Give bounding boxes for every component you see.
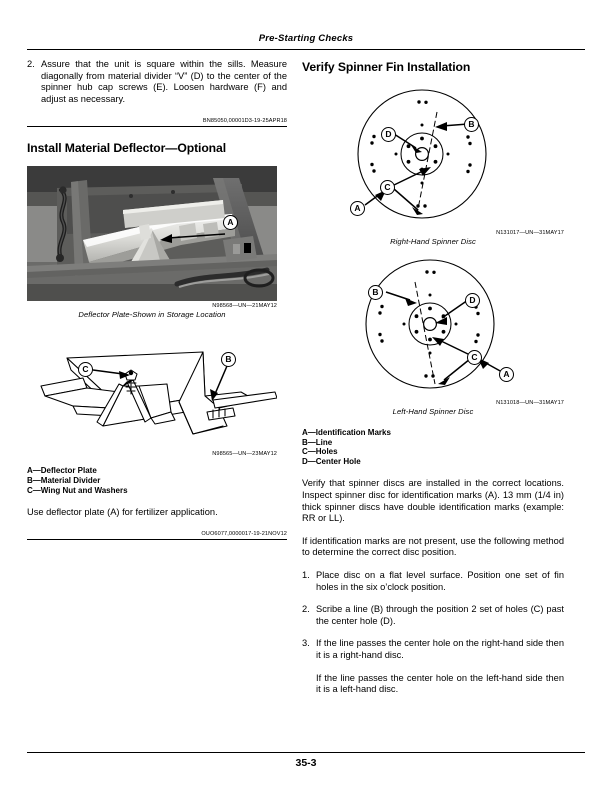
left-legend-item-c: C—Wing Nut and Washers <box>27 485 128 495</box>
page-running-header: Pre-Starting Checks <box>258 33 354 44</box>
lh-callout-c: C <box>467 350 482 365</box>
right-step-1-text: Place disc on a flat level surface. Position one set of fin holes in the six o’clock position. <box>316 569 564 592</box>
left-step-2-number: 2. <box>27 59 35 69</box>
right-legend-item-b: B—Line <box>302 437 333 447</box>
figure-left-hand-spinner-disc <box>302 252 564 400</box>
figure-lh-code: N131018—UN—31MAY17 <box>496 400 564 406</box>
right-section-heading: Verify Spinner Fin Installation <box>302 60 471 74</box>
deflector-linedrawing-graphic <box>27 330 277 450</box>
right-step-2-text: Scribe a line (B) through the position 2 set of holes (C) past the center hole (D). <box>316 604 564 626</box>
right-column <box>302 57 564 696</box>
right-step-1 <box>302 570 564 593</box>
left-closing-text: Use deflector plate (A) for fertilizer application. <box>27 507 218 518</box>
deflector-photo-graphic <box>27 166 277 301</box>
figure-deflector-linedrawing <box>27 330 277 450</box>
figure-rh-code: N131017—UN—31MAY17 <box>496 230 564 236</box>
right-legend-item-a: A—Identification Marks <box>302 428 391 437</box>
lh-spinner-disc-graphic <box>302 252 564 400</box>
page-number: 35-3 <box>295 757 317 769</box>
reference-code-1: BN85050,00001D3-19-25APR18 <box>202 118 287 125</box>
figure-1-code: N98568—UN—21MAY12 <box>212 303 277 310</box>
photo-callout-a: A <box>223 215 238 230</box>
right-legend-item-c: C—Holes <box>302 447 338 457</box>
right-paragraph-1: Verify that spinner discs are installed in the correct locations. Inspect spinner disc for identification marks (A). 13 mm (1/4 in) thick spinner discs have double identification marks (example: RR or LL). <box>302 478 564 524</box>
figure-right-hand-spinner-disc <box>302 82 564 230</box>
header-divider <box>27 49 585 50</box>
right-step-2-number: 2. <box>302 604 310 615</box>
figure-lh-caption: Left-Hand Spinner Disc <box>392 407 474 416</box>
linedrawing-callout-b: B <box>221 352 236 367</box>
left-step-2-text: Assure that the unit is square within the sills. Measure diagonally from material divider “V” (D) to the center of the spinner hub cap screws (E). Loosen hardware (F) and adjust as necessary. <box>41 59 287 104</box>
rh-callout-a: A <box>350 201 365 216</box>
lh-callout-b: B <box>368 285 383 300</box>
reference-code-2: OUO6077,0000017-19-21NOV12 <box>201 530 287 537</box>
left-column <box>27 57 287 540</box>
right-legend-item-d: D—Center Hole <box>302 456 361 466</box>
rh-callout-c: C <box>380 180 395 195</box>
left-step-2 <box>27 59 287 105</box>
left-legend <box>27 466 287 495</box>
lh-callout-a: A <box>499 367 514 382</box>
rh-callout-b: B <box>464 117 479 132</box>
left-section-heading: Install Material Deflector—Optional <box>27 141 226 156</box>
footer-divider <box>27 752 585 753</box>
right-step-2 <box>302 604 564 627</box>
figure-1-caption: Deflector Plate-Shown in Storage Location <box>78 310 226 320</box>
rh-callout-d: D <box>381 127 396 142</box>
right-step-3-text: If the line passes the center hole on the right-hand side then it is a right-hand disc. <box>316 638 564 660</box>
right-legend <box>302 428 564 466</box>
left-divider-1 <box>27 126 287 127</box>
right-step-3-continued: If the line passes the center hole on the left-hand side then it is a left-hand disc. <box>316 672 564 695</box>
figure-rh-caption: Right-Hand Spinner Disc <box>390 237 476 246</box>
figure-deflector-photo <box>27 166 277 301</box>
right-step-3-number: 3. <box>302 638 310 649</box>
right-step-3 <box>302 638 564 661</box>
left-legend-item-b: B—Material Divider <box>27 475 101 485</box>
figure-2-code: N98565—UN—23MAY12 <box>212 451 277 458</box>
right-step-1-number: 1. <box>302 569 310 580</box>
right-paragraph-2: If identification marks are not present, use the following method to determine the correct disc position. <box>302 535 564 558</box>
linedrawing-callout-c: C <box>78 362 93 377</box>
lh-callout-d: D <box>465 293 480 308</box>
rh-spinner-disc-graphic <box>302 82 564 230</box>
left-divider-2 <box>27 539 287 540</box>
left-legend-item-a: A—Deflector Plate <box>27 466 97 476</box>
